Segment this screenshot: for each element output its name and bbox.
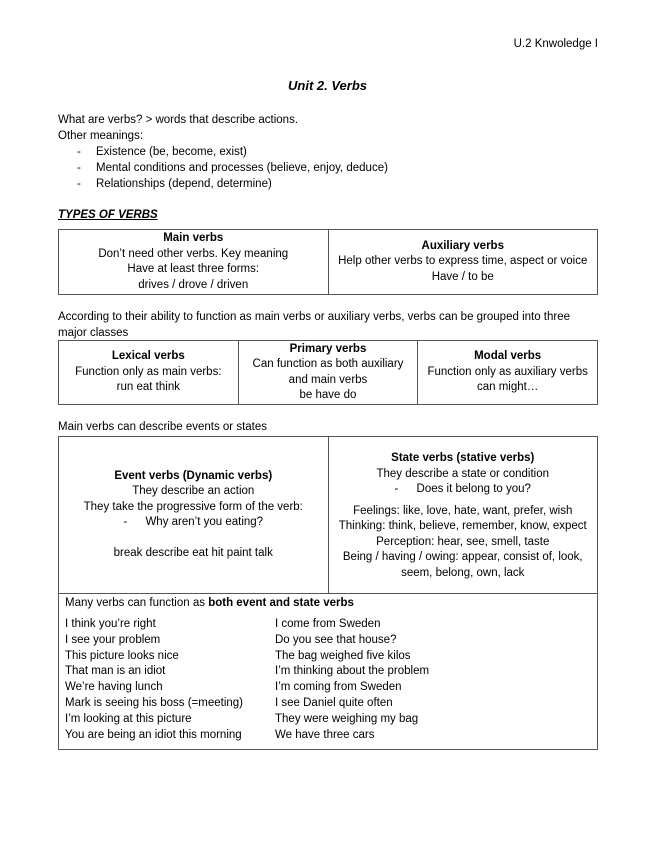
types-of-verbs-heading: TYPES OF VERBS <box>58 209 158 221</box>
intro-line-2: Other meanings: <box>58 130 144 142</box>
meanings-list <box>58 144 388 192</box>
primary-verbs-line: and main verbs <box>288 373 368 386</box>
main-verbs-line: drives / drove / driven <box>138 278 249 291</box>
state-verbs-line: They describe a state or condition <box>376 467 550 480</box>
list-item: I come from Sweden <box>275 618 381 630</box>
both-verbs-cell <box>59 594 598 750</box>
event-verbs-line: They take the progressive form of the verb: <box>83 500 303 513</box>
primary-verbs-line: be have do <box>299 389 357 401</box>
list-item: That man is an idiot <box>65 665 166 678</box>
list-item: We have three cars <box>275 728 375 741</box>
modal-verbs-heading: Modal verbs <box>474 350 542 363</box>
events-states-paragraph: Main verbs can describe events or states <box>58 421 268 433</box>
list-item: I’m looking at this picture <box>65 712 192 725</box>
state-verbs-being: Being / having / owing: appear, consist of, look, seem, belong, own, lack <box>342 551 583 579</box>
event-verbs-cell <box>59 437 329 594</box>
list-item: - Relationships (depend, determine) <box>58 176 388 192</box>
list-item: We’re having lunch <box>65 681 163 694</box>
list-item: I’m coming from Sweden <box>275 681 402 694</box>
verb-classes-table <box>58 340 598 405</box>
state-verbs-thinking: Thinking: think, believe, remember, know, expect <box>338 520 587 532</box>
state-verbs-perception: Perception: hear, see, smell, taste <box>376 535 550 548</box>
event-verbs-examples: break describe eat hit paint talk <box>113 546 273 559</box>
event-verbs-line: They describe an action <box>132 485 255 498</box>
list-item: Do you see that house? <box>275 633 397 646</box>
list-item: - Mental conditions and processes (believe, enjoy, deduce) <box>58 160 388 176</box>
both-verbs-intro: Many verbs can function as both event and state verbs <box>65 597 354 609</box>
modal-verbs-cell <box>418 341 598 405</box>
list-item: They were weighing my bag <box>275 712 419 725</box>
event-verbs-question: - Why aren’t you eating? <box>123 516 264 529</box>
list-item: Mark is seeing his boss (=meeting) <box>65 696 244 709</box>
main-verbs-line: Don’t need other verbs. Key meaning <box>98 247 289 260</box>
intro-line-1: What are verbs? > words that describe actions. <box>58 114 299 126</box>
list-item: This picture looks nice <box>65 649 179 662</box>
primary-verbs-line: Can function as both auxiliary <box>252 358 404 370</box>
main-verbs-cell <box>59 230 329 295</box>
list-item: - Existence (be, become, exist) <box>58 144 388 160</box>
lexical-verbs-heading: Lexical verbs <box>111 350 185 363</box>
state-verbs-cell <box>328 437 598 594</box>
intro-section <box>58 112 388 192</box>
auxiliary-verbs-cell <box>328 230 598 295</box>
main-aux-table <box>58 229 598 295</box>
state-examples-column <box>271 617 429 743</box>
main-verbs-line: Have at least three forms: <box>127 263 260 275</box>
primary-verbs-heading: Primary verbs <box>289 342 367 355</box>
main-verbs-heading: Main verbs <box>163 232 224 244</box>
list-item: I think you’re right <box>65 618 156 630</box>
auxiliary-verbs-line: Have / to be <box>431 270 494 283</box>
modal-verbs-line: can might… <box>476 381 539 394</box>
list-item: The bag weighed five kilos <box>275 649 411 662</box>
primary-verbs-cell <box>238 341 418 405</box>
list-item: You are being an idiot this morning <box>65 728 242 741</box>
list-item: I’m thinking about the problem <box>275 665 430 678</box>
state-verbs-question: - Does it belong to you? <box>394 483 531 495</box>
lexical-verbs-cell <box>59 341 239 405</box>
auxiliary-verbs-heading: Auxiliary verbs <box>421 239 504 252</box>
state-verbs-feelings: Feelings: like, love, hate, want, prefer, wish <box>353 504 573 517</box>
lexical-verbs-line: run eat think <box>116 381 180 394</box>
event-verbs-heading: Event verbs (Dynamic verbs) <box>114 469 273 482</box>
examples-columns <box>59 611 597 749</box>
event-state-table <box>58 436 598 750</box>
auxiliary-verbs-line: Help other verbs to express time, aspect or voice <box>338 255 588 268</box>
lexical-verbs-line: Function only as main verbs: <box>75 365 222 378</box>
modal-verbs-line: Function only as auxiliary verbs <box>427 365 588 378</box>
event-examples-column <box>65 617 271 743</box>
state-verbs-heading: State verbs (stative verbs) <box>391 452 535 464</box>
header-code: U.2 Knwoledge I <box>513 38 598 50</box>
list-item: I see Daniel quite often <box>275 696 393 709</box>
page-title: Unit 2. Verbs <box>288 78 367 93</box>
classes-paragraph: According to their ability to function as main verbs or auxiliary verbs, verbs can be grouped into three major classes <box>58 311 571 339</box>
list-item: I see your problem <box>65 633 161 646</box>
